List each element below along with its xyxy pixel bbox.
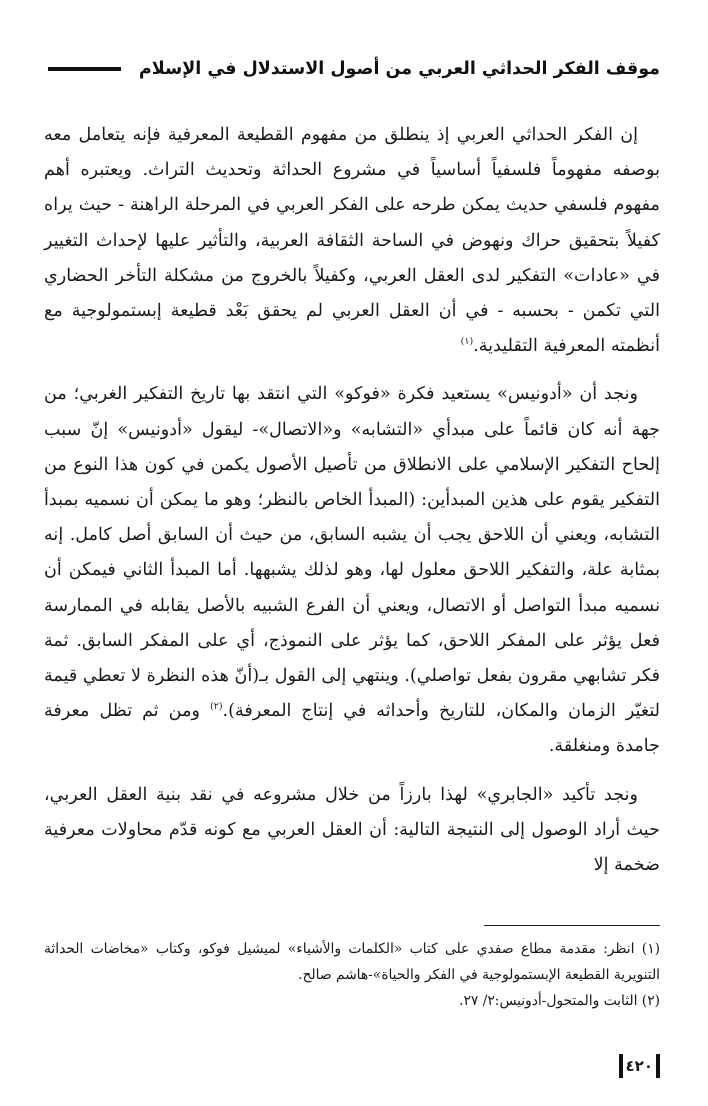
header-rule [48, 67, 121, 71]
body-text [44, 118, 660, 883]
paragraph [44, 118, 660, 364]
paragraph-text: ونجد أن «أدونيس» يستعيد فكرة «فوكو» التي انتقد بها تاريخ التفكير الغربي؛ من جهة أنه كان قائماً على مبدأي «التشابه» و«الاتصال»- ليقول «أدونيس» إنّ سبب إلحاح التفكير الإسلامي على الانطلاق من تأصيل الأصول يكمن في كون هذا النوع من التفكير يقوم على هذين المبدأين: (المبدأ الخاص بالنظر؛ وهو ما يمكن أن نسميه بمبدأ التشابه، ويعني أن اللاحق يجب أن يشبه السابق، من حيث أن السابق أصل كامل. إنه بمثابة علة، والتفكير اللاحق معلول لها، وهو لذلك يشبهها. أما المبدأ الثاني فيمكن أن نسميه مبدأ التواصل أو الاتصال، ويعني أن الفرع الشبيه بالأصل يقابله في الممارسة فعل يؤثر على المفكر اللاحق، كما يؤثر على النموذج، أي على المفكر السابق. ثمة فكر تشابهي مقرون بفعل تواصلي). وينتهي إلى القول بـ(أنّ هذه النظرة لا تعطي قيمة لتغيّر الزمان والمكان، للتاريخ وأحداثه في إنتاج المعرفة). [44, 384, 660, 722]
footnote-reference: (٢) [209, 701, 223, 713]
paragraph [44, 377, 660, 764]
footnotes [44, 936, 660, 1014]
footnote-reference: (١) [460, 336, 474, 348]
paragraph-text: إن الفكر الحداثي العربي إذ ينطلق من مفهوم القطيعة المعرفية فإنه يتعامل معه بوصفه مفهوماً فلسفياً أساسياً في مشروع الحداثة وتحديث التراث. ويعتبره أهم مفهوم فلسفي حديث يمكن طرحه على الفكر العربي في المرحلة الراهنة - حيث يراه كفيلاً بتحقيق حراك ونهوض في الساحة الثقافة العربية، والتأثير عليها لإحداث التغيير في «عادات» التفكير لدى العقل العربي، وكفيلاً بالخروج من مشكلة التأخر الحضاري التي تكمن - بحسبه - في أن العقل العربي لم يحقق بَعْد قطيعة إبستمولوجية مع أنظمته المعرفية التقليدية. [44, 125, 660, 357]
running-header-title: موقف الفكر الحداثي العربي من أصول الاستدلال في الإسلام [138, 59, 660, 79]
page-number-bar-right [656, 1054, 660, 1078]
footnote: (٢) الثابت والمتحول-أدونيس:٢/ ٢٧. [459, 993, 660, 1009]
paragraph-text: ونجد تأكيد «الجابري» لهذا بارزاً من خلال مشروعه في نقد بنية العقل العربي، حيث أراد الوصول إلى النتيجة التالية: أن العقل العربي مع كونه قدّم محاولات معرفية ضخمة إلا [44, 784, 660, 876]
footnote-separator [484, 925, 660, 926]
running-header [48, 52, 660, 86]
page-number [619, 1054, 660, 1078]
paragraph-text-tail: ومن ثم تظل معرفة جامدة ومنغلقة. [44, 701, 660, 757]
page-number-text: ٤٢٠ [625, 1057, 653, 1075]
paragraph [44, 778, 660, 884]
footnote: (١) انظر: مقدمة مطاع صفدي على كتاب «الكلمات والأشياء» لميشيل فوكو، وكتاب «مخاضات الحداثة التنويرية القطيعة الإبستمولوجية في الفكر والحياة»-هاشم صالح. [44, 941, 660, 983]
